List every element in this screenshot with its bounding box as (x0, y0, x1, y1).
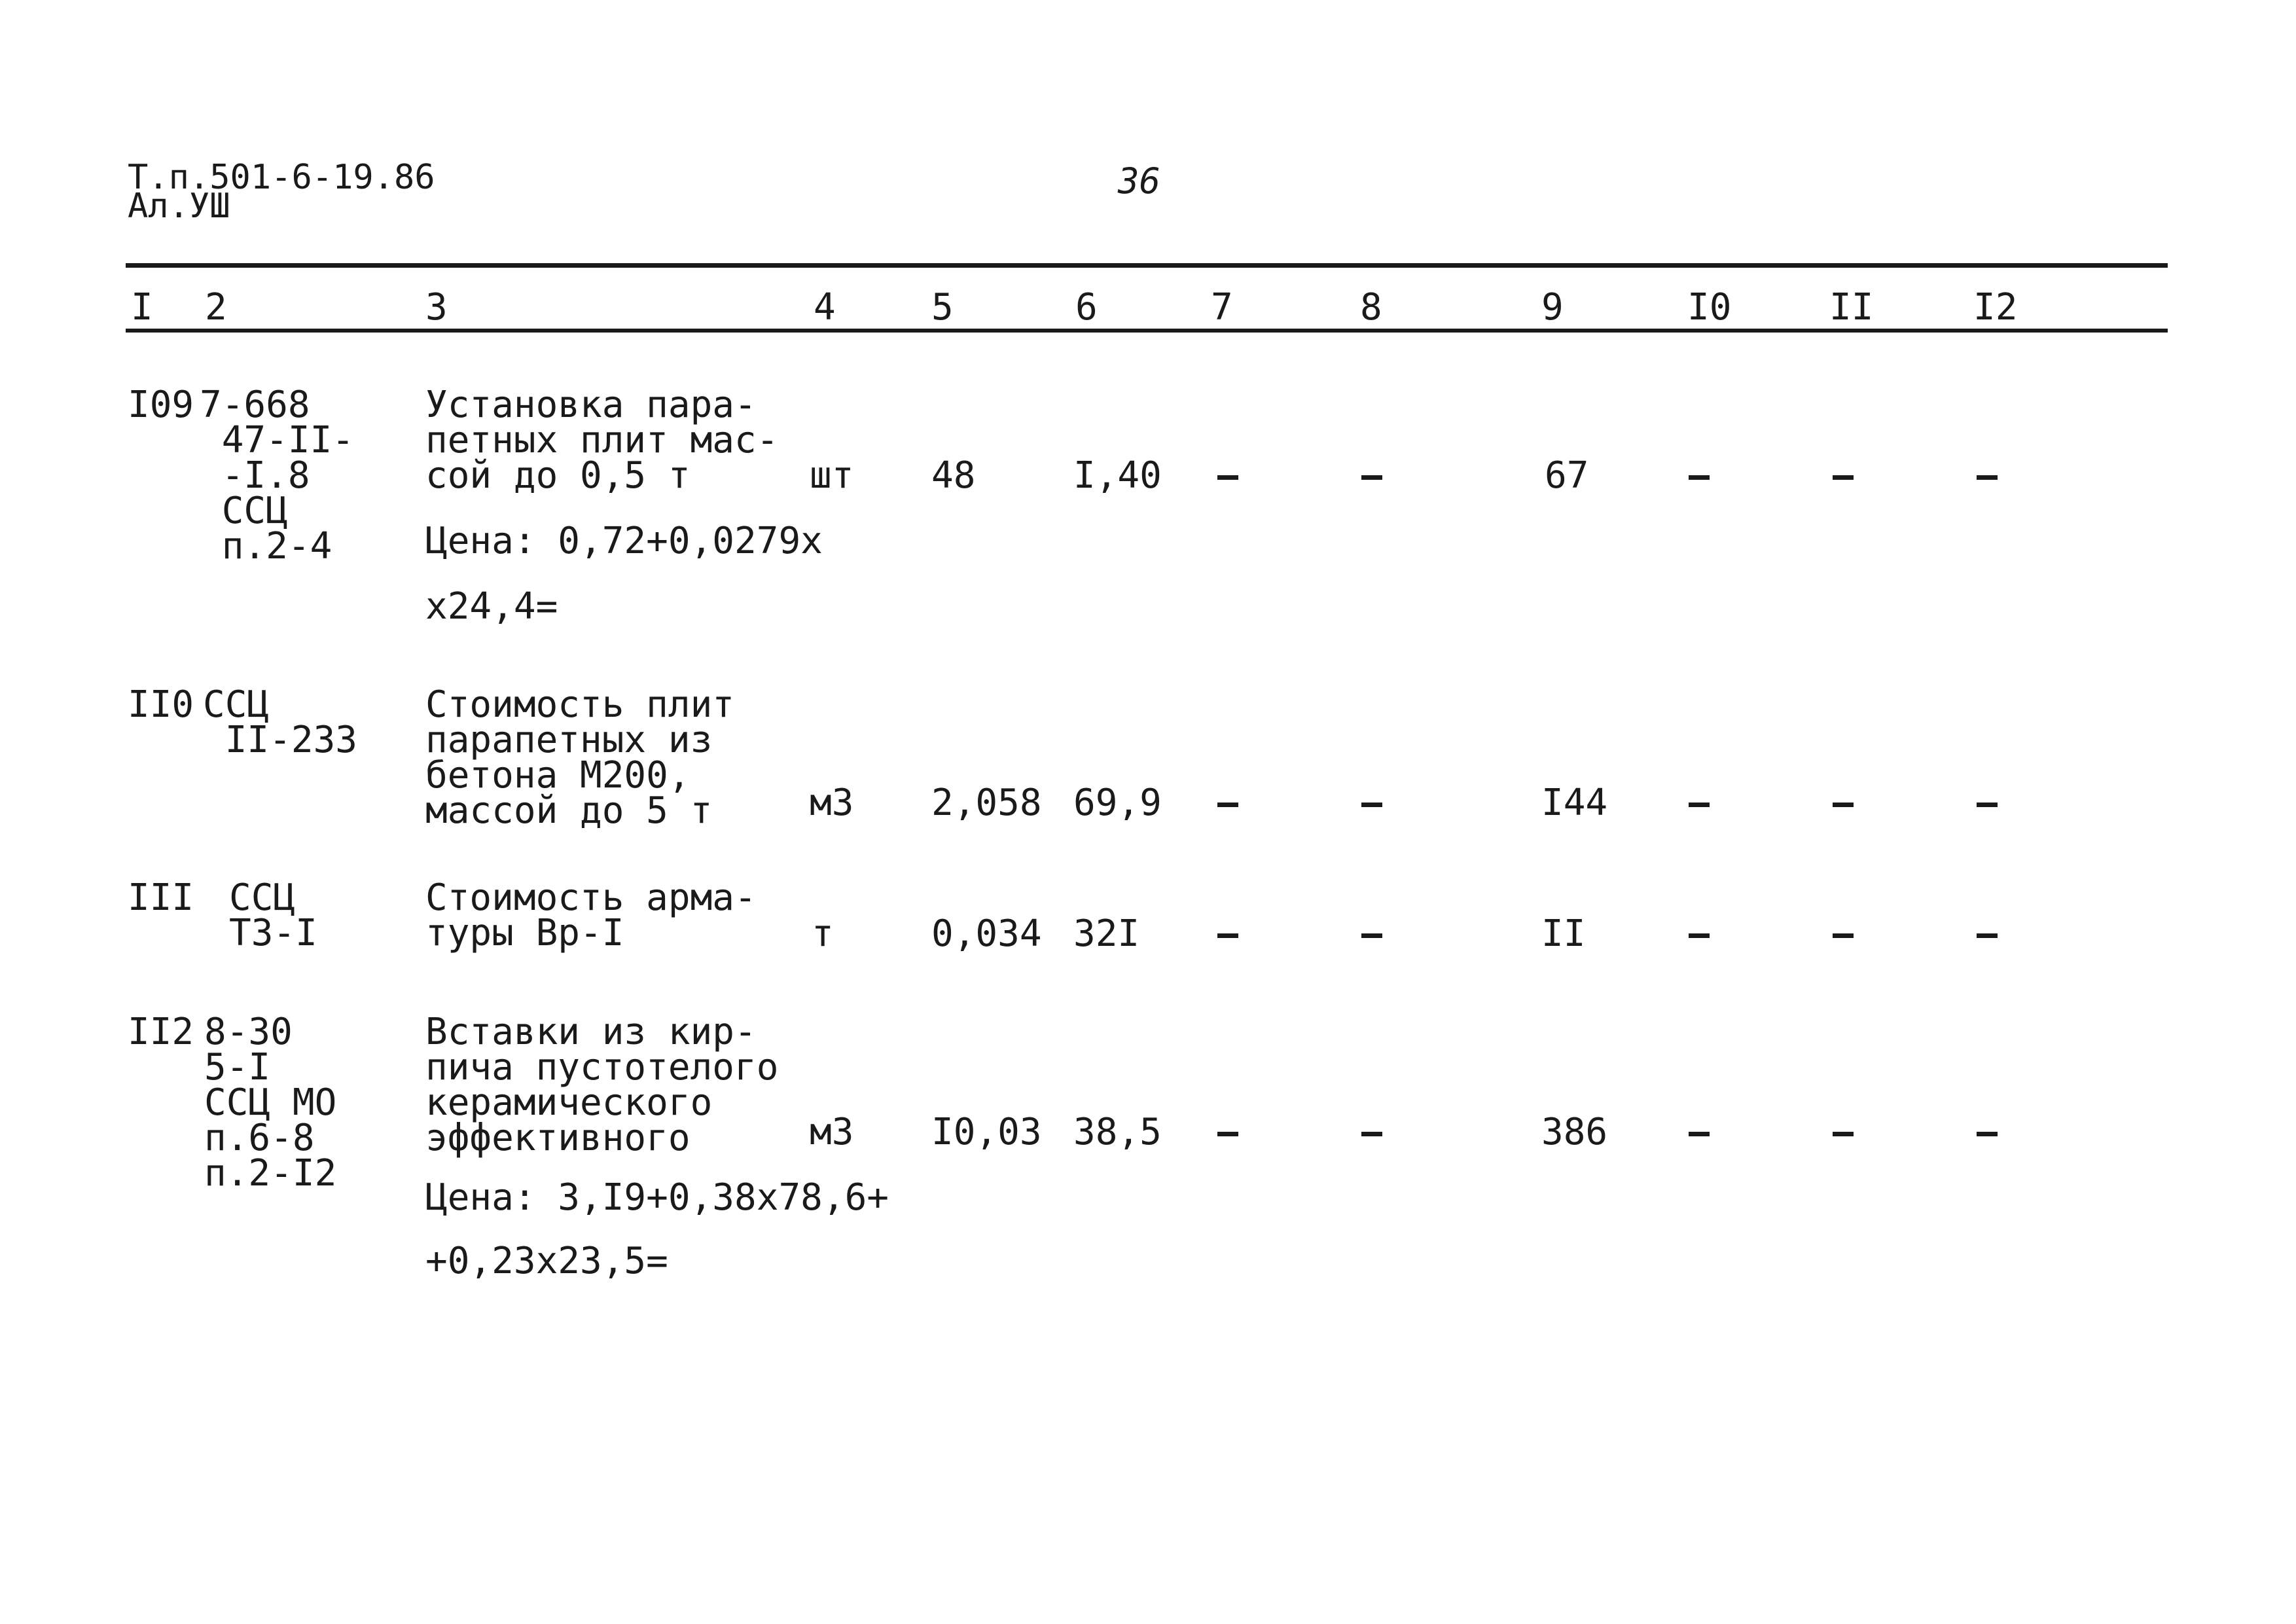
norm-code: ССЦ ТЗ-I (229, 876, 317, 954)
page-number: 36 (1118, 160, 1161, 202)
column-header: 9 (1541, 286, 1564, 329)
total-cost: II (1541, 912, 1586, 955)
column-header: 8 (1360, 286, 1382, 329)
empty-dash (1217, 475, 1238, 480)
table-top-rule (126, 263, 2168, 268)
column-header: 4 (814, 286, 836, 329)
norm-code: ССЦ II-233 (203, 683, 358, 761)
unit-price: 69,9 (1073, 782, 1162, 824)
column-header: 2 (205, 286, 227, 329)
empty-dash (1977, 1132, 1998, 1136)
column-header: 5 (931, 286, 954, 329)
empty-dash (1217, 933, 1238, 938)
work-description: Стоимость плит парапетных из бетона М200, массой до 5 т (425, 683, 735, 832)
work-description: Вставки из кир- пича пустотелого керамического эффективного (425, 1011, 779, 1159)
quantity: I0,03 (931, 1111, 1042, 1153)
empty-dash (1361, 475, 1382, 480)
empty-dash (1833, 1132, 1854, 1136)
empty-dash (1689, 475, 1710, 480)
table-header-rule (126, 329, 2168, 333)
quantity: 48 (931, 454, 976, 497)
empty-dash (1977, 475, 1998, 480)
empty-dash (1977, 933, 1998, 938)
empty-dash (1689, 933, 1710, 938)
column-header: 3 (425, 286, 448, 329)
empty-dash (1833, 933, 1854, 938)
empty-dash (1361, 933, 1382, 938)
total-cost: 386 (1541, 1111, 1608, 1153)
unit: шт (810, 454, 854, 497)
column-header: I0 (1687, 286, 1732, 329)
row-number: III (128, 876, 194, 919)
total-cost: 67 (1545, 454, 1589, 497)
empty-dash (1689, 803, 1710, 807)
empty-dash (1689, 1132, 1710, 1136)
unit-price: 32I (1073, 912, 1140, 955)
column-header: I2 (1973, 286, 2018, 329)
unit-price: I,40 (1073, 454, 1162, 497)
quantity: 2,058 (931, 782, 1042, 824)
work-description: Стоимость арма- туры Вр-I (425, 876, 757, 954)
total-cost: I44 (1541, 782, 1608, 824)
norm-code: 8-30 5-I ССЦ МО п.6-8 п.2-I2 (204, 1011, 337, 1195)
row-number: II0 (128, 683, 194, 726)
price-formula: х24,4= (425, 585, 558, 628)
empty-dash (1361, 1132, 1382, 1136)
column-header: II (1829, 286, 1874, 329)
empty-dash (1361, 803, 1382, 807)
row-number: I09 (128, 384, 194, 426)
work-description: Установка пара- петных плит мас- сой до 0,5 т (425, 384, 779, 497)
norm-code: 7-668 47-II- -I.8 ССЦ п.2-4 (200, 384, 355, 568)
unit-price: 38,5 (1073, 1111, 1162, 1153)
empty-dash (1977, 803, 1998, 807)
empty-dash (1217, 1132, 1238, 1136)
row-number: II2 (128, 1011, 194, 1053)
album-number: Ал.УШ (128, 187, 230, 226)
document-code: Т.п.501-6-19.86 (128, 158, 435, 197)
quantity: 0,034 (931, 912, 1042, 955)
column-header: I (131, 286, 153, 329)
unit: т (812, 912, 834, 955)
empty-dash (1833, 803, 1854, 807)
empty-dash (1217, 803, 1238, 807)
unit: м3 (810, 782, 854, 824)
unit: м3 (810, 1111, 854, 1153)
price-formula: Цена: 3,I9+0,38х78,6+ (425, 1176, 889, 1219)
column-header: 6 (1075, 286, 1098, 329)
price-formula: +0,23х23,5= (425, 1240, 668, 1282)
column-header: 7 (1211, 286, 1233, 329)
price-formula: Цена: 0,72+0,0279х (425, 520, 823, 562)
empty-dash (1833, 475, 1854, 480)
